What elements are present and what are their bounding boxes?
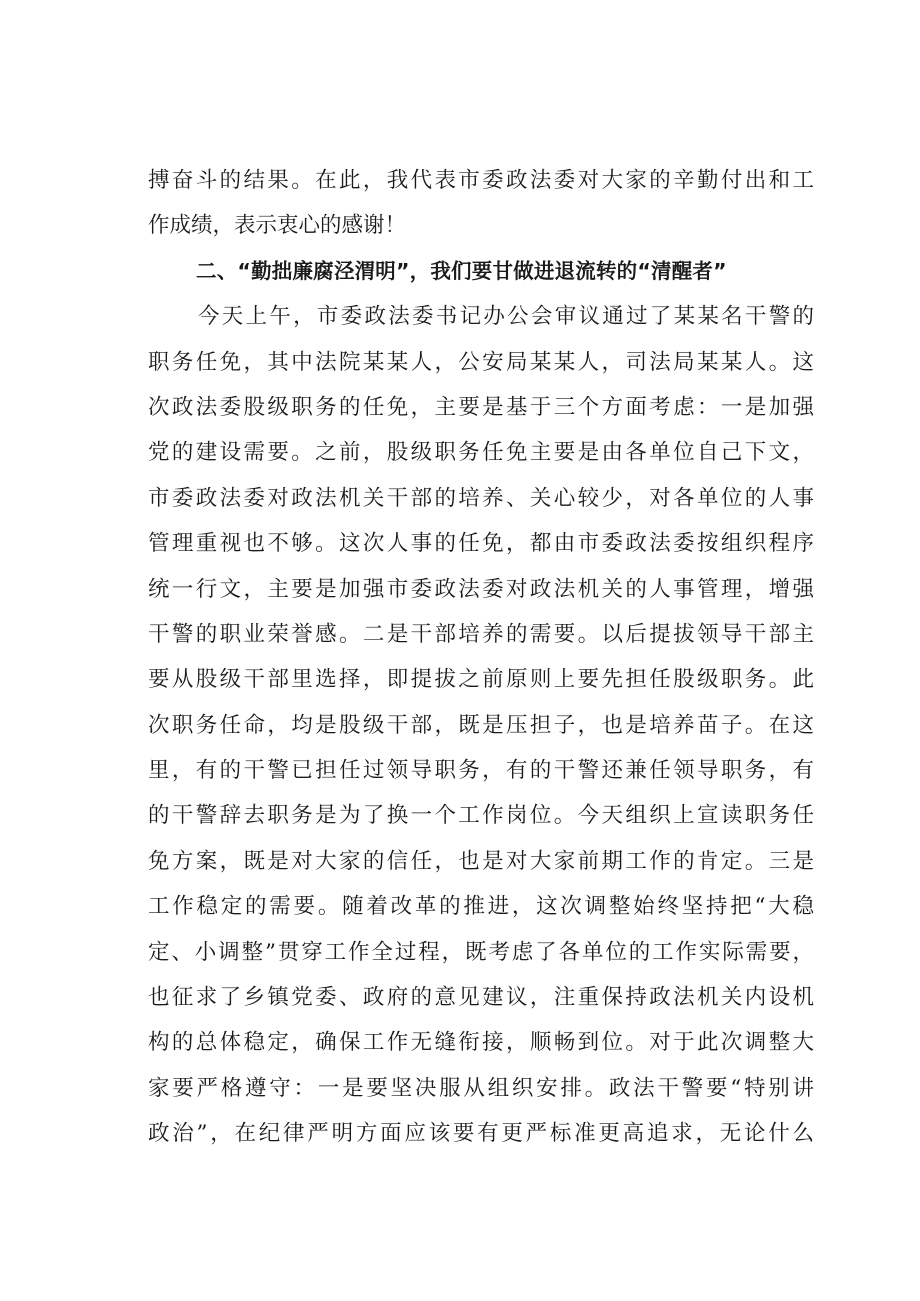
paragraph-line: 家要严格遵守：一是要坚决服从组织安排。政法干警要“特别讲 xyxy=(148,1075,814,1101)
paragraph-line: 职务任免，其中法院某某人，公安局某某人，司法局某某人。这 xyxy=(148,349,814,375)
paragraph-line: 干警的职业荣誉感。二是干部培养的需要。以后提拔领导干部主 xyxy=(148,621,814,647)
paragraph-line: 市委政法委对政法机关干部的培养、关心较少，对各单位的人事 xyxy=(148,485,814,511)
paragraph-line: 里，有的干警已担任过领导职务，有的干警还兼任领导职务，有 xyxy=(148,758,814,784)
paragraph-line: 定、小调整”贯穿工作全过程，既考虑了各单位的工作实际需要， xyxy=(148,939,814,965)
paragraph-line: 今天上午，市委政法委书记办公会审议通过了某某名干警的 xyxy=(198,304,814,330)
paragraph-line: 搏奋斗的结果。在此，我代表市委政法委对大家的辛勤付出和工 xyxy=(148,168,814,193)
paragraph-line: 也征求了乡镇党委、政府的意见建议，注重保持政法机关内设机 xyxy=(148,985,814,1011)
paragraph-line: 统一行文，主要是加强市委政法委对政法机关的人事管理，增强 xyxy=(148,576,814,602)
paragraph-line: 构的总体稳定，确保工作无缝衔接，顺畅到位。对于此次调整大 xyxy=(148,1030,814,1056)
paragraph-line: 要从股级干部里选择，即提拔之前原则上要先担任股级职务。此 xyxy=(148,667,814,693)
paragraph-line: 次职务任命，均是股级干部，既是压担子，也是培养苗子。在这 xyxy=(148,712,814,738)
paragraph-line: 的干警辞去职务是为了换一个工作岗位。今天组织上宣读职务任 xyxy=(148,803,814,829)
paragraph-line: 政治”，在纪律严明方面应该要有更严标准更高追求，无论什么 xyxy=(148,1121,814,1147)
paragraph-line: 作成绩，表示衷心的感谢！ xyxy=(148,213,407,239)
paragraph-line: 次政法委股级职务的任免，主要是基于三个方面考虑：一是加强 xyxy=(148,394,814,420)
section-heading: 二、“勤拙廉腐泾渭明”，我们要甘做进退流转的“清醒者” xyxy=(196,258,727,283)
paragraph-line: 工作稳定的需要。随着改革的推进，这次调整始终坚持把“大稳 xyxy=(148,894,814,920)
paragraph-line: 免方案，既是对大家的信任，也是对大家前期工作的肯定。三是 xyxy=(148,848,814,874)
paragraph-line: 党的建设需要。之前，股级职务任免主要是由各单位自己下文， xyxy=(148,440,814,466)
document-body xyxy=(148,158,814,1157)
paragraph-line: 管理重视也不够。这次人事的任免，都由市委政法委按组织程序 xyxy=(148,531,814,557)
